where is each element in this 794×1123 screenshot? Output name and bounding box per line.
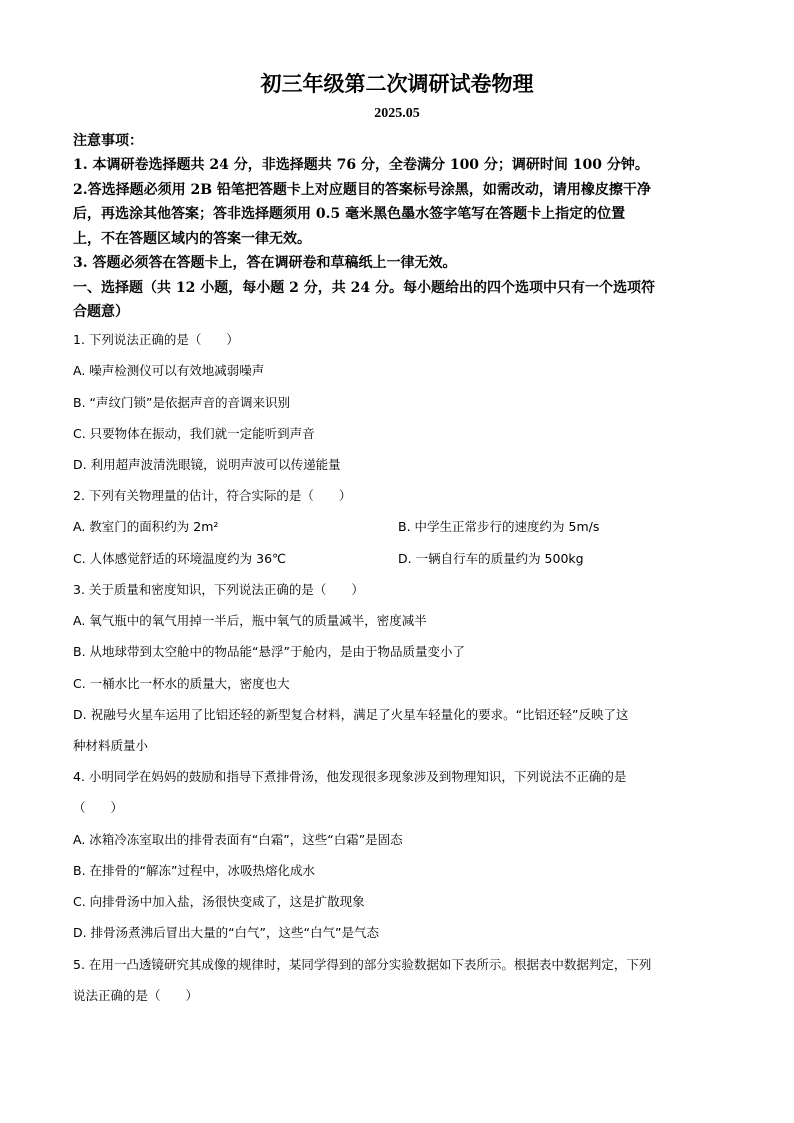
notice-line-2c: 上，不在答题区域内的答案一律无效。 xyxy=(73,231,311,247)
q2-stem: 2. 下列有关物理量的估计，符合实际的是（ ） xyxy=(73,488,352,503)
q2-option-d: D. 一辆自行车的质量约为 500kg xyxy=(398,551,584,566)
q3-option-d-cont: 种材料质量小 xyxy=(73,738,149,753)
section-heading-cont: 合题意） xyxy=(73,304,129,320)
q3-option-b: B. 从地球带到太空舱中的物品能“悬浮”于舱内，是由于物品质量变小了 xyxy=(73,644,465,659)
q5-stem-cont: 说法正确的是（ ） xyxy=(73,988,199,1003)
q1-stem: 1. 下列说法正确的是（ ） xyxy=(73,332,239,347)
q1-option-d: D. 利用超声波清洗眼镜，说明声波可以传递能量 xyxy=(73,457,341,472)
q4-stem: 4. 小明同学在妈妈的鼓励和指导下煮排骨汤，他发现很多现象涉及到物理知识，下列说法不正确的是 xyxy=(73,769,627,784)
q5-stem: 5. 在用一凸透镜研究其成像的规律时，某同学得到的部分实验数据如下表所示。根据表中数据判定，下列 xyxy=(73,957,652,972)
q3-stem: 3. 关于质量和密度知识，下列说法正确的是（ ） xyxy=(73,582,364,597)
q2-option-b: B. 中学生正常步行的速度约为 5m/s xyxy=(398,519,600,534)
q2-option-c: C. 人体感觉舒适的环境温度约为 36℃ xyxy=(73,551,287,566)
q1-option-b: B. “声纹门锁”是依据声音的音调来识别 xyxy=(73,395,290,410)
q3-option-a: A. 氧气瓶中的氧气用掉一半后，瓶中氧气的质量减半，密度减半 xyxy=(73,613,427,628)
notice-line-2a: 2.答选择题必须用 2B 铅笔把答题卡上对应题目的答案标号涂黑，如需改动，请用橡皮擦干净 xyxy=(73,182,651,198)
notice-line-2b: 后，再选涂其他答案；答非选择题须用 0.5 毫米黑色墨水签字笔写在答题卡上指定的位置 xyxy=(73,206,626,222)
q1-option-a: A. 噪声检测仪可以有效地减弱噪声 xyxy=(73,363,265,378)
page-title: 初三年级第二次调研试卷物理 xyxy=(260,71,534,96)
q1-option-c: C. 只要物体在振动，我们就一定能听到声音 xyxy=(73,426,315,441)
q2-option-a: A. 教室门的面积约为 2m² xyxy=(73,519,219,534)
q4-option-d: D. 排骨汤煮沸后冒出大量的“白气”，这些“白气”是气态 xyxy=(73,925,379,940)
exam-date: 2025.05 xyxy=(374,106,420,121)
q4-option-a: A. 冰箱冷冻室取出的排骨表面有“白霜”，这些“白霜”是固态 xyxy=(73,832,403,847)
section-heading: 一、选择题（共 12 小题，每小题 2 分，共 24 分。每小题给出的四个选项中只有一个选项符 xyxy=(73,280,655,296)
notice-line-1: 1. 本调研卷选择题共 24 分，非选择题共 76 分，全卷满分 100 分；调研时间 100 分钟。 xyxy=(73,157,649,173)
q4-option-c: C. 向排骨汤中加入盐，汤很快变咸了，这是扩散现象 xyxy=(73,894,365,909)
q3-option-c: C. 一桶水比一杯水的质量大，密度也大 xyxy=(73,676,290,691)
q4-option-b: B. 在排骨的“解冻”过程中，冰吸热熔化成水 xyxy=(73,863,315,878)
notice-heading: 注意事项： xyxy=(73,133,143,149)
q3-option-d: D. 祝融号火星车运用了比铝还轻的新型复合材料，满足了火星车轻量化的要求。“比铝还轻”反映了这 xyxy=(73,707,629,722)
q4-stem-cont: （ ） xyxy=(73,800,124,815)
notice-line-3: 3. 答题必须答在答题卡上，答在调研卷和草稿纸上一律无效。 xyxy=(73,255,457,271)
